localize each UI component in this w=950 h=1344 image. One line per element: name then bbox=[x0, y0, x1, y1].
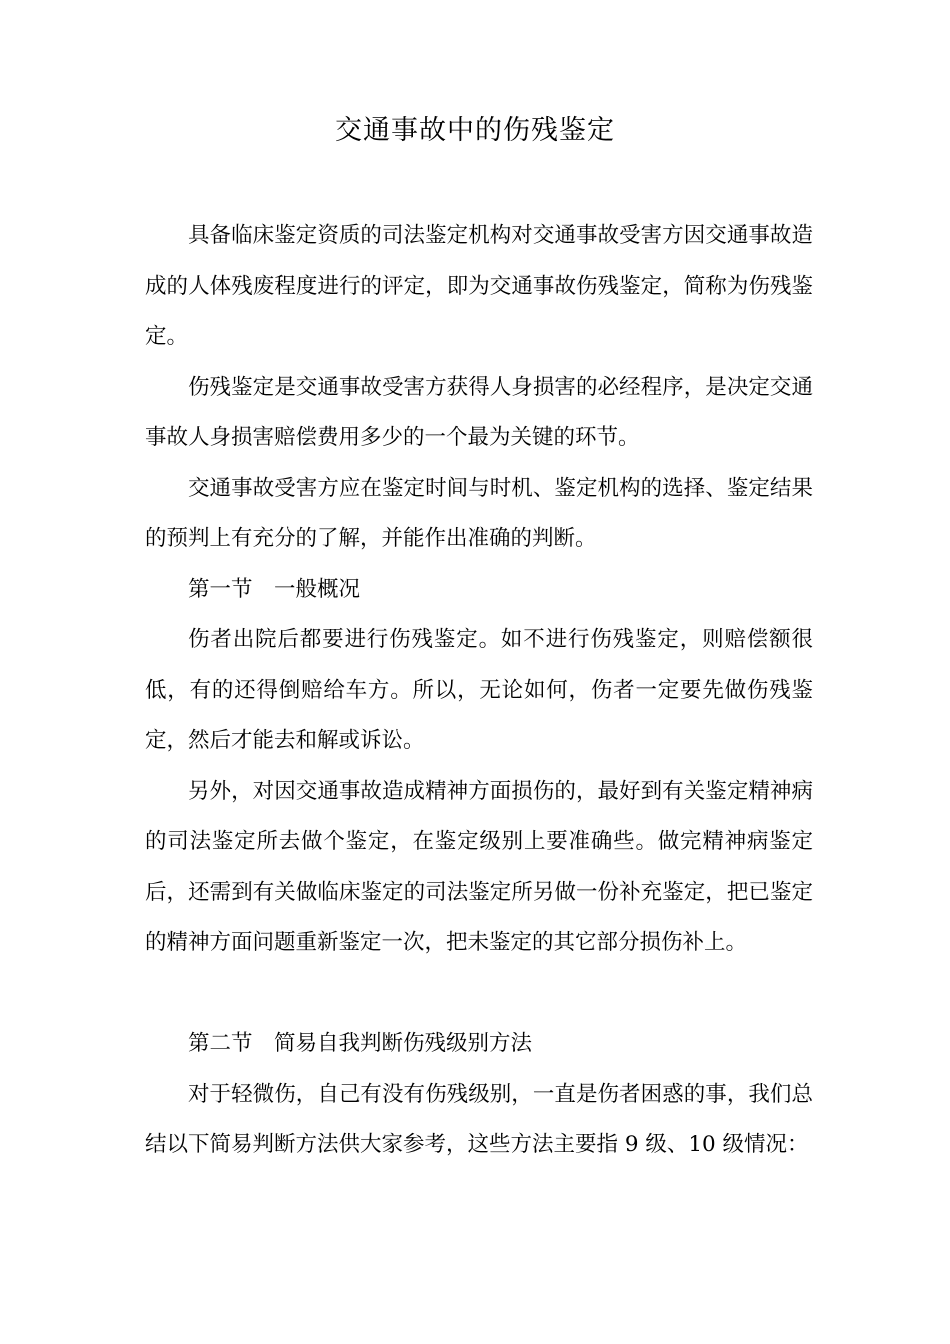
document-title: 交通事故中的伤残鉴定 bbox=[335, 115, 615, 146]
section-spacer bbox=[145, 969, 813, 1020]
intro-paragraph-3: 交通事故受害方应在鉴定时间与时机、鉴定机构的选择、鉴定结果的预判上有充分的了解，并能作出准确的判断。 bbox=[145, 475, 813, 551]
intro-paragraph-1: 具备临床鉴定资质的司法鉴定机构对交通事故受害方因交通事故造成的人体残废程度进行的评定，即为交通事故伤残鉴定，简称为伤残鉴定。 bbox=[145, 223, 813, 349]
document-body bbox=[145, 211, 813, 1171]
section2-paragraph-1: 对于轻微伤，自己有没有伤残级别，一直是伤者困惑的事，我们总结以下简易判断方法供大家参考，这些方法主要指 9 级、10 级情况： bbox=[145, 1081, 813, 1157]
section1-paragraph-1: 伤者出院后都要进行伤残鉴定。如不进行伤残鉴定，则赔偿额很低，有的还得倒赔给车方。所以，无论如何，伤者一定要先做伤残鉴定，然后才能去和解或诉讼。 bbox=[145, 627, 813, 753]
intro-paragraph-2: 伤残鉴定是交通事故受害方获得人身损害的必经程序，是决定交通事故人身损害赔偿费用多少的一个最为关键的环节。 bbox=[145, 374, 813, 450]
section1-paragraph-2: 另外，对因交通事故造成精神方面损伤的，最好到有关鉴定精神病的司法鉴定所去做个鉴定，在鉴定级别上要准确些。做完精神病鉴定后，还需到有关做临床鉴定的司法鉴定所另做一份补充鉴定，把已鉴定的精神方面问题重新鉴定一次，把未鉴定的其它部分损伤补上。 bbox=[145, 778, 813, 955]
section2-heading: 第二节 简易自我判断伤残级别方法 bbox=[188, 1031, 533, 1056]
section1-heading: 第一节 一般概况 bbox=[188, 576, 361, 602]
